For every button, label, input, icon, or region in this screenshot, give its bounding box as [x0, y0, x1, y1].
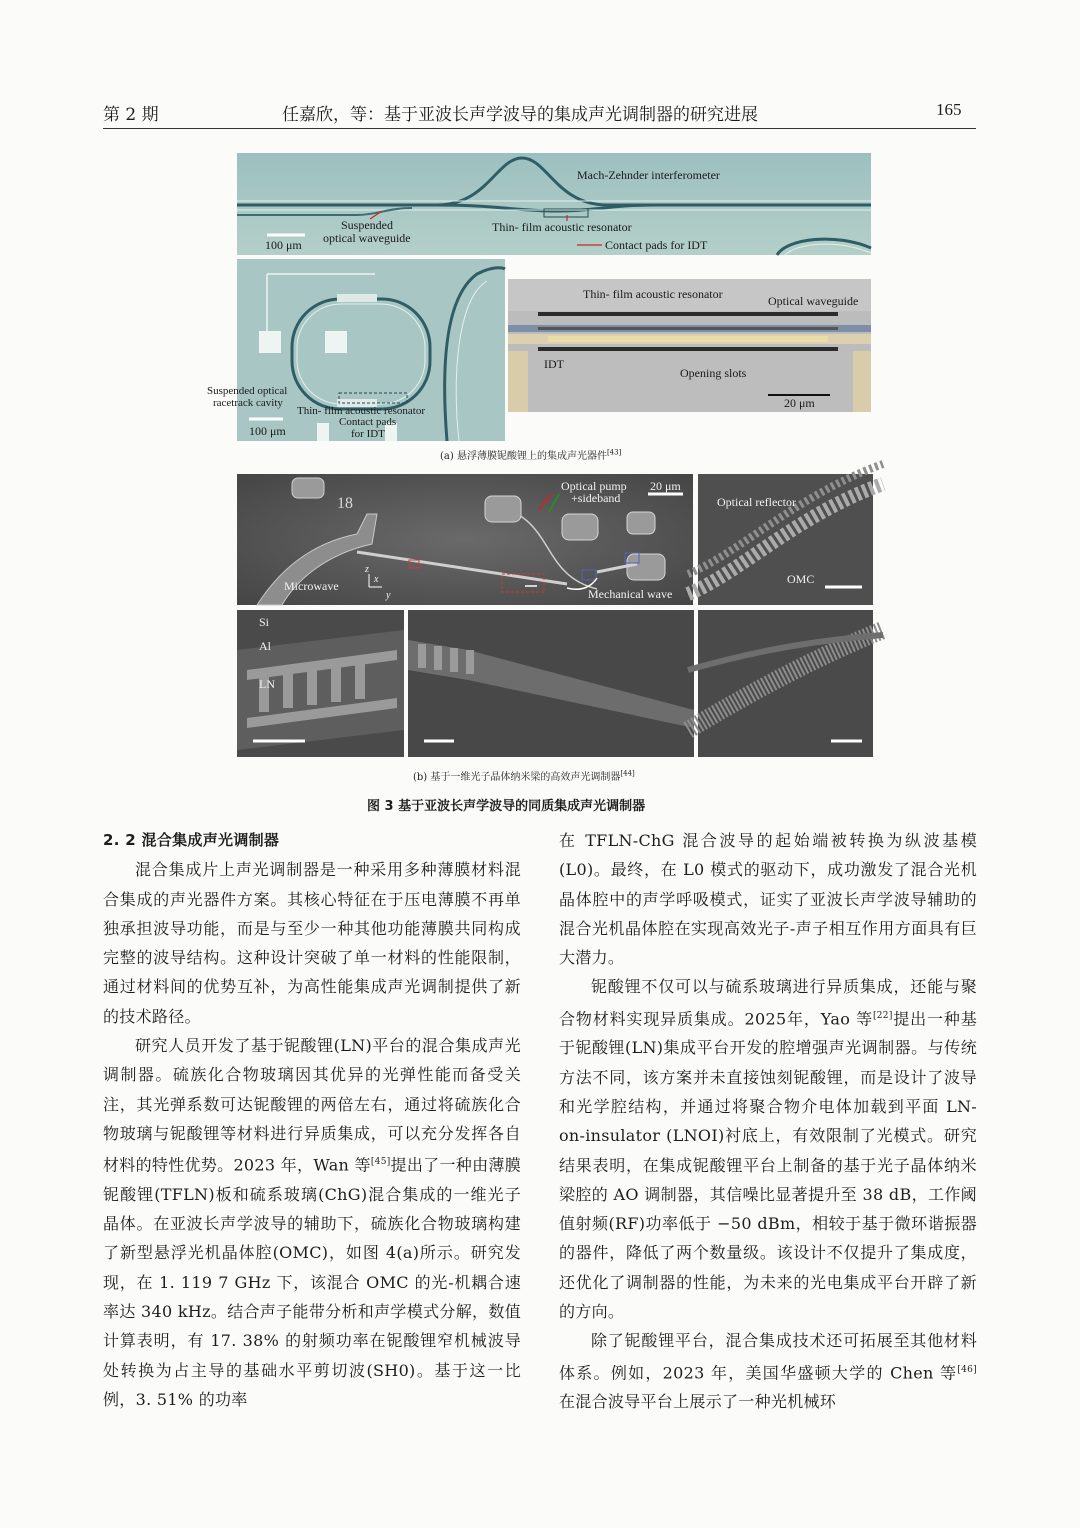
- figure-a-mzi-panel: [237, 153, 871, 255]
- subcaption-a-text: (a) 悬浮薄膜铌酸锂上的集成声光器件: [440, 451, 607, 462]
- taper-drawing: [408, 610, 694, 757]
- paragraph-l2-part1: 研究人员开发了基于铌酸锂(LN)平台的混合集成声光调制器。硫族化合物玻璃因其优异的光弹性能而备受关注，其光弹系数可达铌酸锂的两倍左右，通过将硫族化合物玻璃与铌酸锂等材料进行异质集成，可以充分发挥各自材料的特性优势。2023 年，Wan 等: [103, 1036, 521, 1175]
- scale-label: 100 μm: [265, 238, 302, 252]
- paragraph-r2-part1: 铌酸锂不仅可以与硫系玻璃进行异质集成，还能与聚合物材料实现异质集成。2025年，Yao 等: [559, 977, 977, 1029]
- subcaption-a-ref: [43]: [606, 448, 622, 457]
- citation-45: [45]: [370, 1157, 391, 1168]
- a-left-pads-label-2: for IDT: [351, 428, 385, 440]
- section-heading: 2. 2 混合集成声光调制器: [103, 831, 280, 849]
- figure-b-taper-panel: [408, 610, 694, 757]
- header-rule: [103, 128, 976, 129]
- al-label: Al: [259, 639, 271, 653]
- optical-waveguide-label: optical waveguide: [323, 231, 411, 245]
- b-main-scale-label: 20 μm: [650, 479, 681, 493]
- paragraph-l1: 混合集成片上声光调制器是一种采用多种薄膜材料混合集成的声光器件方案。其核心特征在于压电薄膜不再单独承担波导功能，而是与至少一种其他功能薄膜共同构成完整的波导结构。这种设计突破了单一材料的性能限制，通过材料间的优势互补，为高性能集成声光调制提供了新的技术路径。: [103, 860, 521, 1026]
- device-number: 18: [337, 495, 353, 512]
- paragraph-r3: [559, 1326, 977, 1416]
- pump-label-2: +sideband: [571, 491, 621, 505]
- paragraph-r2: [559, 972, 977, 1326]
- citation-22: [22]: [872, 1010, 893, 1021]
- paragraph-r2-part2: 提出一种基于铌酸锂(LN)集成平台开发的腔增强声光调制器。与传统方法不同，该方案并未直接蚀刻铌酸锂，而是设计了波导和光学腔结构，并通过将聚合物介电体加载到平面 LN-on-insulator (LNOI)衬底上，有效限制了光模式。研究结果表明，在集成铌酸锂平台上制备的基于光子晶体纳米梁腔的 AO 调制器，其信噪比显著提升至 38 dB，工作阈值射频(RF)功率低于 −50 dBm，相较于基于微环谐振器的器件，降低了两个数量级。该设计不仅提升了集成度，还优化了调制器的性能，为未来的光电集成平台开辟了新的方向。: [559, 1009, 977, 1322]
- suspended-label: Suspended: [341, 218, 393, 232]
- cs-resonator-label: Thin- film acoustic resonator: [583, 287, 723, 301]
- running-title: 任嘉欣，等：基于亚波长声学波导的集成声光调制器的研究进展: [282, 105, 758, 125]
- a-left-scale-label: 100 μm: [249, 424, 286, 438]
- a-left-resonator-label: Thin- film acoustic resonator: [297, 405, 425, 417]
- figure-b-reflector-panel: [698, 474, 873, 605]
- figure-a-racetrack-panel: [207, 259, 505, 441]
- journal-issue: 第 2 期: [103, 105, 159, 125]
- citation-46: [46]: [957, 1364, 977, 1375]
- axis-z-label: z: [365, 564, 369, 575]
- axis-x-label: x: [374, 574, 379, 585]
- subcaption-b-ref: [44]: [620, 769, 635, 778]
- cs-slots-label: Opening slots: [680, 366, 747, 380]
- figure-b-omc-closeup-panel: [698, 610, 873, 757]
- reflector-label: Optical reflector: [717, 495, 796, 509]
- paragraph-l2-part2: 提出了一种由薄膜铌酸锂(TFLN)板和硫系玻璃(ChG)混合集成的一维光子晶体。在亚波长声学波导的辅助下，硫族化合物玻璃构建了新型悬浮光机晶体腔(OMC)，如图 4(a)所示。研究发现，在 1. 119 7 GHz 下，该混合 OMC 的光-机耦合速率达 340 kHz。结合声子能带分析和声学模式分解，数值计算表明，有 17. 38% 的射频功率在铌酸锂窄机械波导处转换为占主导的基础水平剪切波(SH0)。基于这一比例，3. 51% 的功率: [103, 1155, 521, 1409]
- paragraph-r3-part1: 除了铌酸锂平台，混合集成技术还可拓展至其他材料体系。例如，2023 年，美国华盛顿大学的 Chen 等: [559, 1331, 977, 1382]
- pump-label-1: Optical pump: [561, 479, 627, 493]
- figure-b-main-panel: [237, 474, 693, 605]
- microwave-label: Microwave: [284, 579, 339, 593]
- paragraph-r1: 在 TFLN-ChG 混合波导的起始端被转换为纵波基模(L0)。最终，在 L0 模式的驱动下，成功激发了混合光机晶体腔中的声学呼吸模式，证实了亚波长声学波导辅助的混合光机晶体腔在实现高效光子-声子相互作用方面具有巨大潜力。: [559, 831, 977, 968]
- subcaption-a: [440, 447, 621, 462]
- cavity-label-1: Suspended optical: [207, 385, 288, 397]
- figure-b-idt-closeup-panel: [237, 610, 404, 757]
- right-column: [559, 826, 977, 1417]
- axis-y-label: y: [386, 590, 391, 601]
- cs-idt-label: IDT: [544, 357, 564, 371]
- omc-label: OMC: [787, 572, 815, 586]
- figure-caption: 图 3 基于亚波长声学波导的同质集成声光调制器: [367, 799, 646, 814]
- left-column: [103, 826, 521, 1414]
- ln-label: LN: [259, 677, 275, 691]
- cavity-label-2: racetrack cavity: [213, 397, 283, 409]
- paragraph-l2: [103, 1031, 521, 1414]
- subcaption-b: [413, 768, 635, 783]
- omc-closeup-drawing: [698, 610, 873, 757]
- page-number: 165: [936, 100, 962, 119]
- acoustic-resonator-label: Thin- film acoustic resonator: [492, 220, 632, 234]
- paragraph-r3-part2: 在混合波导平台上展示了一种光机械环: [559, 1392, 837, 1412]
- cs-waveguide-label: Optical waveguide: [768, 294, 859, 308]
- subcaption-b-text: (b) 基于一维光子晶体纳米梁的高效声光调制器: [413, 772, 621, 783]
- mzi-label: Mach-Zehnder interferometer: [577, 168, 720, 182]
- si-label: Si: [259, 615, 270, 629]
- contact-pads-label: Contact pads for IDT: [605, 238, 708, 252]
- figure-a-cross-section-panel: [508, 279, 871, 412]
- reflector-drawing: [698, 474, 873, 605]
- cs-scale-label: 20 μm: [784, 396, 815, 410]
- a-left-pads-label: Contact pads: [339, 416, 397, 428]
- mechanical-wave-label: Mechanical wave: [588, 587, 673, 601]
